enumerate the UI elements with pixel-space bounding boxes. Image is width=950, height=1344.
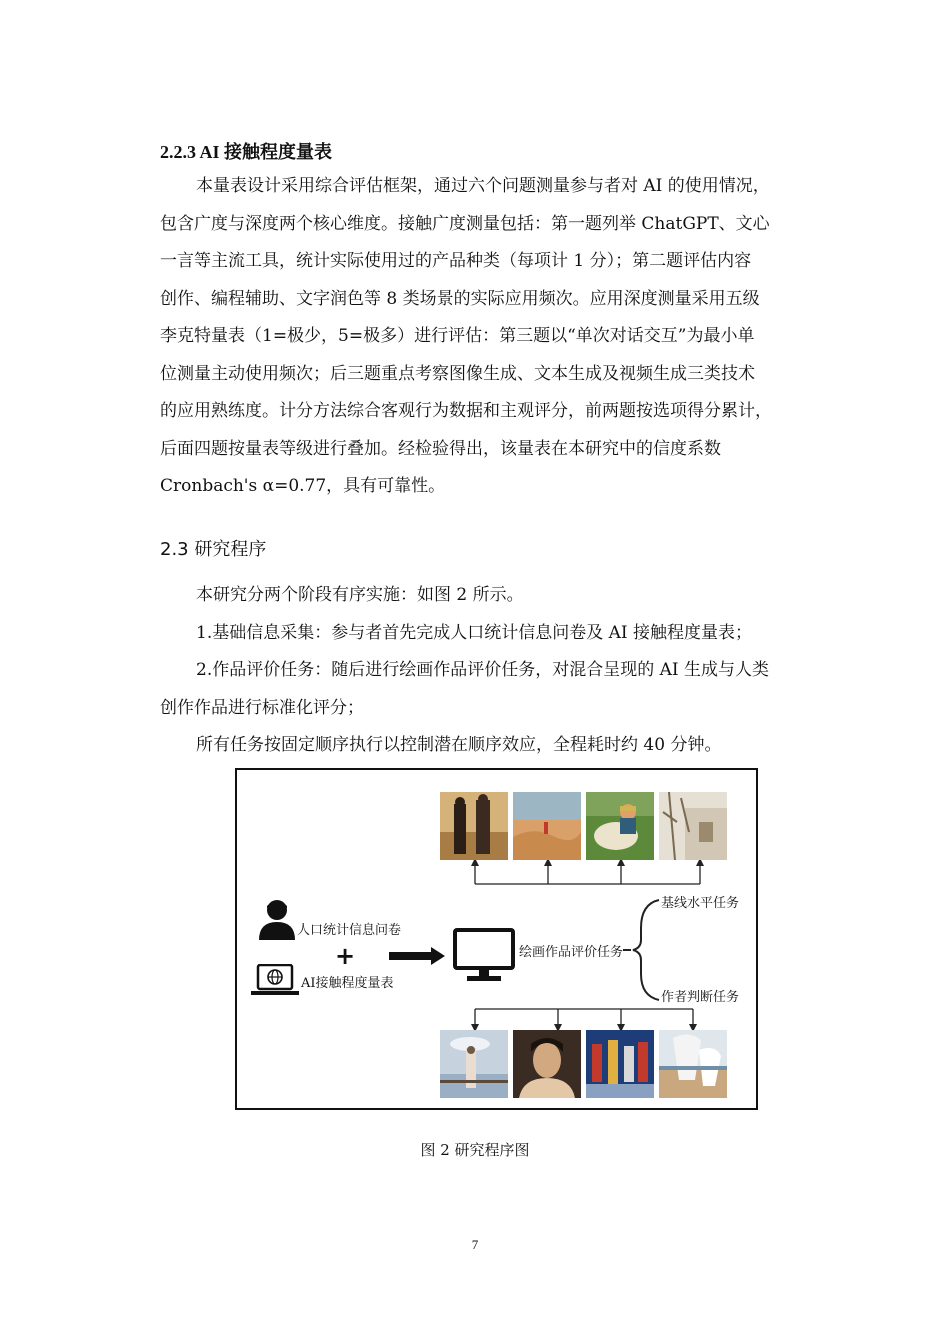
monitor-icon <box>453 928 515 982</box>
paragraph-line: 2.作品评价任务：随后进行绘画作品评价任务，对混合呈现的 AI 生成与人类 <box>196 660 770 680</box>
painting-thumbnail <box>440 792 508 860</box>
painting-thumbnail <box>586 792 654 860</box>
paragraph-line: 的应用熟练度。计分方法综合客观行为数据和主观评分，前两题按选项得分累计， <box>160 401 772 421</box>
painting-thumbnail <box>440 1030 508 1098</box>
paragraph-line: 1.基础信息采集：参与者首先完成人口统计信息问卷及 AI 接触程度量表； <box>196 622 753 643</box>
paragraph-line: 创作、编程辅助、文字润色等 8 类场景的实际应用频次。应用深度测量采用五级 <box>160 288 760 309</box>
paragraph-procedure <box>160 577 850 765</box>
figure-caption: 图 2 研究程序图 <box>420 1141 530 1159</box>
section-heading-2-2-3: 2.2.3 AI 接触程度量表 <box>160 142 333 162</box>
paragraph-line: 李克特量表（1=极少，5=极多）进行评估：第三题以“单次对话交互”为最小单 <box>160 326 755 346</box>
painting-thumbnail <box>513 792 581 860</box>
painting-thumbnail <box>513 1030 581 1098</box>
page-number: 7 <box>471 1237 479 1252</box>
painting-thumbnail <box>659 1030 727 1098</box>
label-painting-task: 绘画作品评价任务 <box>519 945 624 960</box>
plus-sign: + <box>335 942 356 970</box>
paragraph-line: 位测量主动使用频次；后三题重点考察图像生成、文本生成及视频生成三类技术 <box>160 363 755 384</box>
arrow-right-icon <box>389 945 445 967</box>
paragraph-line: 一言等主流工具，统计实际使用过的产品种类（每项计 1 分）；第二题评估内容 <box>160 251 752 271</box>
paragraph-line: 本研究分两个阶段有序实施：如图 2 所示。 <box>196 585 524 605</box>
paragraph-ai-scale <box>160 168 850 506</box>
paragraph-line: 后面四题按量表等级进行叠加。经检验得出，该量表在本研究中的信度系数 <box>160 438 721 459</box>
label-ai-scale: AI接触程度量表 <box>301 976 394 991</box>
painting-thumbnail <box>659 792 727 860</box>
paragraph-line: Cronbach's α=0.77，具有可靠性。 <box>160 476 446 496</box>
label-demographics: 人口统计信息问卷 <box>297 923 402 938</box>
section-heading-2-3: 2.3 研究程序 <box>160 539 267 560</box>
paragraph-line: 本量表设计采用综合评估框架，通过六个问题测量参与者对 AI 的使用情况， <box>196 176 770 196</box>
laptop-globe-icon <box>251 964 299 998</box>
label-author-task: 作者判断任务 <box>661 990 740 1005</box>
paragraph-line: 创作作品进行标准化评分； <box>160 697 364 718</box>
paragraph-line: 所有任务按固定顺序执行以控制潜在顺序效应，全程耗时约 40 分钟。 <box>196 735 722 755</box>
procedure-figure <box>235 768 758 1110</box>
paragraph-line: 包含广度与深度两个核心维度。接触广度测量包括：第一题列举 ChatGPT、文心 <box>160 213 770 234</box>
label-baseline-task: 基线水平任务 <box>661 896 740 911</box>
person-icon <box>257 898 297 940</box>
painting-thumbnail <box>586 1030 654 1098</box>
